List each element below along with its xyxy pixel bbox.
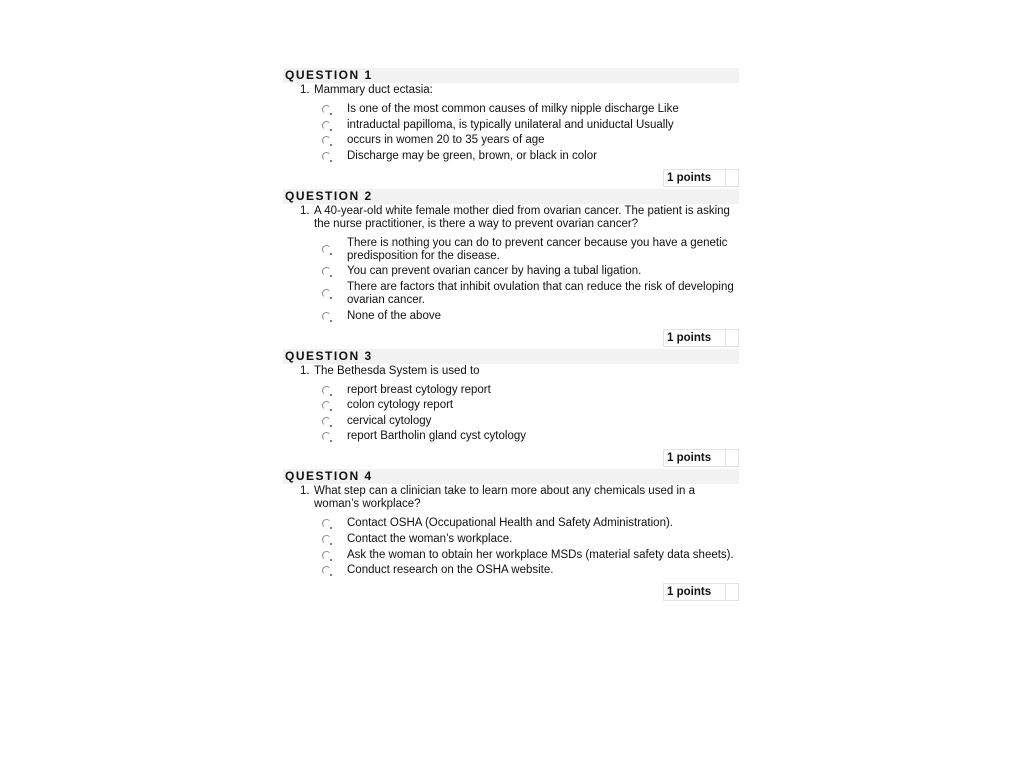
points-cell — [726, 584, 738, 600]
answer-text: Discharge may be green, brown, or black in color — [347, 149, 597, 162]
points-label: 1 points — [664, 584, 726, 600]
points-box — [663, 583, 739, 601]
question-prompt — [300, 365, 739, 378]
points-box — [663, 169, 739, 187]
answer-text: Is one of the most common causes of milky nipple discharge Like — [347, 103, 679, 115]
radio-button[interactable] — [322, 152, 331, 161]
answer-option[interactable] — [319, 265, 739, 278]
question-prompt — [300, 205, 739, 231]
question-number: 1. — [300, 364, 310, 377]
radio-button[interactable] — [322, 386, 331, 395]
answer-text: Contact the woman’s workplace. — [347, 532, 513, 545]
points-label: 1 points — [664, 170, 726, 186]
question-text: The Bethesda System is used to — [314, 364, 480, 377]
answer-text: report breast cytology report — [347, 383, 491, 396]
radio-button[interactable] — [322, 519, 331, 528]
points-box — [663, 329, 739, 347]
answer-text: intraductal papilloma, is typically unilateral and uniductal Usually — [347, 118, 674, 131]
radio-button[interactable] — [322, 289, 331, 298]
answer-text: Conduct research on the OSHA website. — [347, 564, 554, 577]
radio-button[interactable] — [322, 105, 331, 114]
points-label: 1 points — [664, 450, 726, 466]
radio-button[interactable] — [322, 535, 331, 544]
answer-option[interactable] — [319, 549, 739, 562]
answer-option[interactable] — [319, 399, 739, 412]
question-text: What step can a clinician take to learn more about any chemicals used in a woman’s workplace? — [314, 485, 695, 511]
answer-option[interactable] — [319, 384, 739, 397]
radio-button[interactable] — [322, 245, 331, 254]
answer-option[interactable] — [319, 150, 739, 163]
answer-option[interactable] — [319, 103, 739, 116]
question-header: QUESTION 4 — [283, 469, 739, 484]
points-cell — [726, 170, 738, 186]
question-header: QUESTION 2 — [283, 189, 739, 204]
radio-button[interactable] — [322, 551, 331, 560]
answer-text: There are factors that inhibit ovulation that can reduce the risk of developing ovarian cancer. — [347, 280, 734, 306]
radio-button[interactable] — [322, 417, 331, 426]
question-text: Mammary duct ectasia: — [314, 84, 433, 96]
answer-text: colon cytology report — [347, 399, 454, 412]
question-text: A 40-year-old white female mother died from ovarian cancer. The patient is asking the nurse practitioner, is there a way to prevent ovarian cancer? — [314, 204, 730, 230]
answer-option[interactable] — [319, 237, 739, 263]
points-label: 1 points — [664, 330, 726, 346]
question-prompt — [300, 84, 739, 97]
question-header: QUESTION 1 — [283, 68, 739, 83]
answer-text: There is nothing you can do to prevent cancer because you have a genetic predisposition for the disease. — [347, 236, 728, 262]
points-row — [283, 449, 739, 467]
question-number: 1. — [300, 204, 310, 217]
radio-button[interactable] — [322, 312, 331, 321]
answer-option[interactable] — [319, 310, 739, 323]
question-prompt — [300, 485, 739, 511]
points-box — [663, 449, 739, 467]
radio-button[interactable] — [322, 401, 331, 410]
radio-button[interactable] — [322, 432, 331, 441]
radio-button[interactable] — [322, 136, 331, 145]
question-number: 1. — [300, 84, 310, 96]
quiz-page — [283, 68, 739, 603]
question-3 — [283, 349, 739, 468]
question-4 — [283, 469, 739, 601]
radio-button[interactable] — [322, 267, 331, 276]
radio-button[interactable] — [322, 121, 331, 130]
answer-options — [319, 103, 739, 163]
question-header: QUESTION 3 — [283, 349, 739, 364]
question-1 — [283, 68, 739, 187]
answer-text: Contact OSHA (Occupational Health and Safety Administration). — [347, 517, 673, 530]
answer-option[interactable] — [319, 430, 739, 443]
answer-options — [319, 384, 739, 444]
answer-option[interactable] — [319, 415, 739, 428]
points-cell — [726, 330, 738, 346]
answer-option[interactable] — [319, 564, 739, 577]
answer-option[interactable] — [319, 533, 739, 546]
points-row — [283, 169, 739, 187]
points-cell — [726, 450, 738, 466]
points-row — [283, 583, 739, 601]
answer-text: Ask the woman to obtain her workplace MSDs (material safety data sheets). — [347, 548, 734, 561]
answer-option[interactable] — [319, 134, 739, 147]
answer-option[interactable] — [319, 517, 739, 530]
points-row — [283, 329, 739, 347]
answer-text: cervical cytology — [347, 414, 432, 427]
answer-options — [319, 517, 739, 577]
answer-text: None of the above — [347, 309, 441, 322]
answer-text: You can prevent ovarian cancer by having a tubal ligation. — [347, 265, 642, 278]
question-2 — [283, 189, 739, 347]
answer-option[interactable] — [319, 281, 739, 307]
question-number: 1. — [300, 485, 310, 498]
answer-option[interactable] — [319, 119, 739, 132]
answer-options — [319, 237, 739, 323]
answer-text: report Bartholin gland cyst cytology — [347, 430, 526, 443]
answer-text: occurs in women 20 to 35 years of age — [347, 134, 545, 147]
radio-button[interactable] — [322, 566, 331, 575]
